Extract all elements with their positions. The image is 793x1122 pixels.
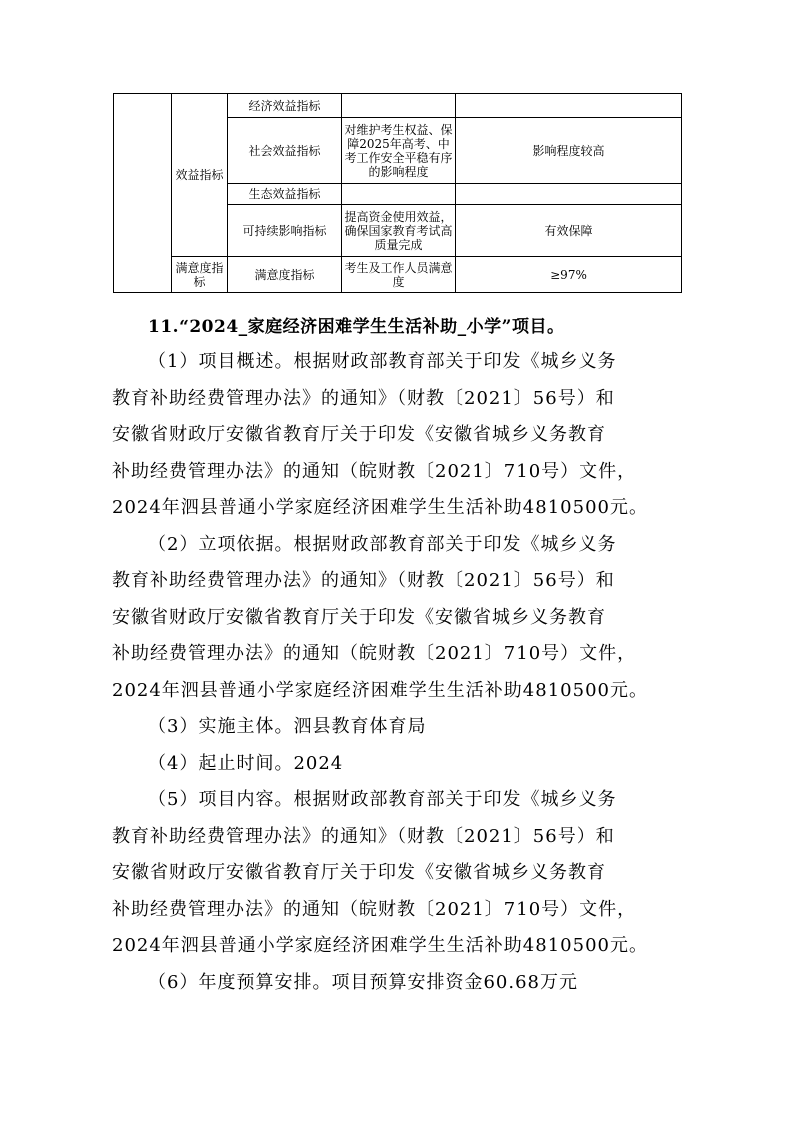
indicator-value-cell <box>456 184 682 205</box>
paragraph-line: 安徽省财政厅安徽省教育厅关于印发《安徽省城乡义务教育 <box>112 606 606 628</box>
performance-indicator-table <box>113 93 682 293</box>
third-level-indicator-cell: 经济效益指标 <box>228 94 342 118</box>
indicator-value-cell: 影响程度较高 <box>456 118 682 184</box>
indicator-content-cell: 对维护考生权益、保障2025年高考、中考工作安全平稳有序的影响程度 <box>342 118 456 184</box>
indicator-value-cell: ≥97% <box>456 257 682 293</box>
paragraph-line: （2）立项依据。根据财政部教育部关于印发《城乡义务 <box>148 533 617 555</box>
indicator-content-cell <box>342 94 456 118</box>
paragraph-line: （4）起止时间。2024 <box>148 752 344 774</box>
paragraph-line: 安徽省财政厅安徽省教育厅关于印发《安徽省城乡义务教育 <box>112 862 606 883</box>
paragraph-line: 教育补助经费管理办法》的通知》（财教〔2021〕56号）和 <box>112 570 615 591</box>
table-row <box>114 94 682 118</box>
paragraph-line: （3）实施主体。泗县教育体育局 <box>148 716 427 737</box>
section-heading: 11.“2024_家庭经济困难学生生活补助_小学”项目。 <box>148 317 565 337</box>
table-row <box>114 257 682 293</box>
indicator-content-cell: 考生及工作人员满意度 <box>342 257 456 293</box>
paragraph-line: 安徽省财政厅安徽省教育厅关于印发《安徽省城乡义务教育 <box>112 424 606 445</box>
second-level-indicator-cell: 满意度指标 <box>172 257 228 293</box>
third-level-indicator-cell: 社会效益指标 <box>228 118 342 184</box>
paragraph-line: 补助经费管理办法》的通知（皖财教〔2021〕710号）文件， <box>112 460 637 482</box>
third-level-indicator-cell: 生态效益指标 <box>228 184 342 205</box>
paragraph-line: 教育补助经费管理办法》的通知》（财教〔2021〕56号）和 <box>112 387 615 409</box>
document-body <box>112 344 682 1001</box>
first-level-indicator-cell <box>114 94 172 293</box>
indicator-value-cell: 有效保障 <box>456 205 682 257</box>
second-level-indicator-cell: 效益指标 <box>172 94 228 257</box>
paragraph-line: （6）年度预算安排。项目预算安排资金60.68万元 <box>148 971 578 993</box>
indicator-value-cell <box>456 94 682 118</box>
third-level-indicator-cell: 满意度指标 <box>228 257 342 293</box>
indicator-content-cell <box>342 184 456 205</box>
indicator-content-cell: 提高资金使用效益，确保国家教育考试高质量完成 <box>342 205 456 257</box>
paragraph-line: 补助经费管理办法》的通知（皖财教〔2021〕710号）文件， <box>112 898 637 920</box>
paragraph-line: （1）项目概述。根据财政部教育部关于印发《城乡义务 <box>148 351 617 372</box>
paragraph-line: 补助经费管理办法》的通知（皖财教〔2021〕710号）文件， <box>112 643 637 664</box>
third-level-indicator-cell: 可持续影响指标 <box>228 205 342 257</box>
paragraph-line: 2024年泗县普通小学家庭经济困难学生生活补助4810500元。 <box>112 497 648 518</box>
paragraph-line: 教育补助经费管理办法》的通知》（财教〔2021〕56号）和 <box>112 825 615 847</box>
paragraph-line: 2024年泗县普通小学家庭经济困难学生生活补助4810500元。 <box>112 679 648 701</box>
paragraph-line: （5）项目内容。根据财政部教育部关于印发《城乡义务 <box>148 789 617 810</box>
paragraph-line: 2024年泗县普通小学家庭经济困难学生生活补助4810500元。 <box>112 935 648 956</box>
